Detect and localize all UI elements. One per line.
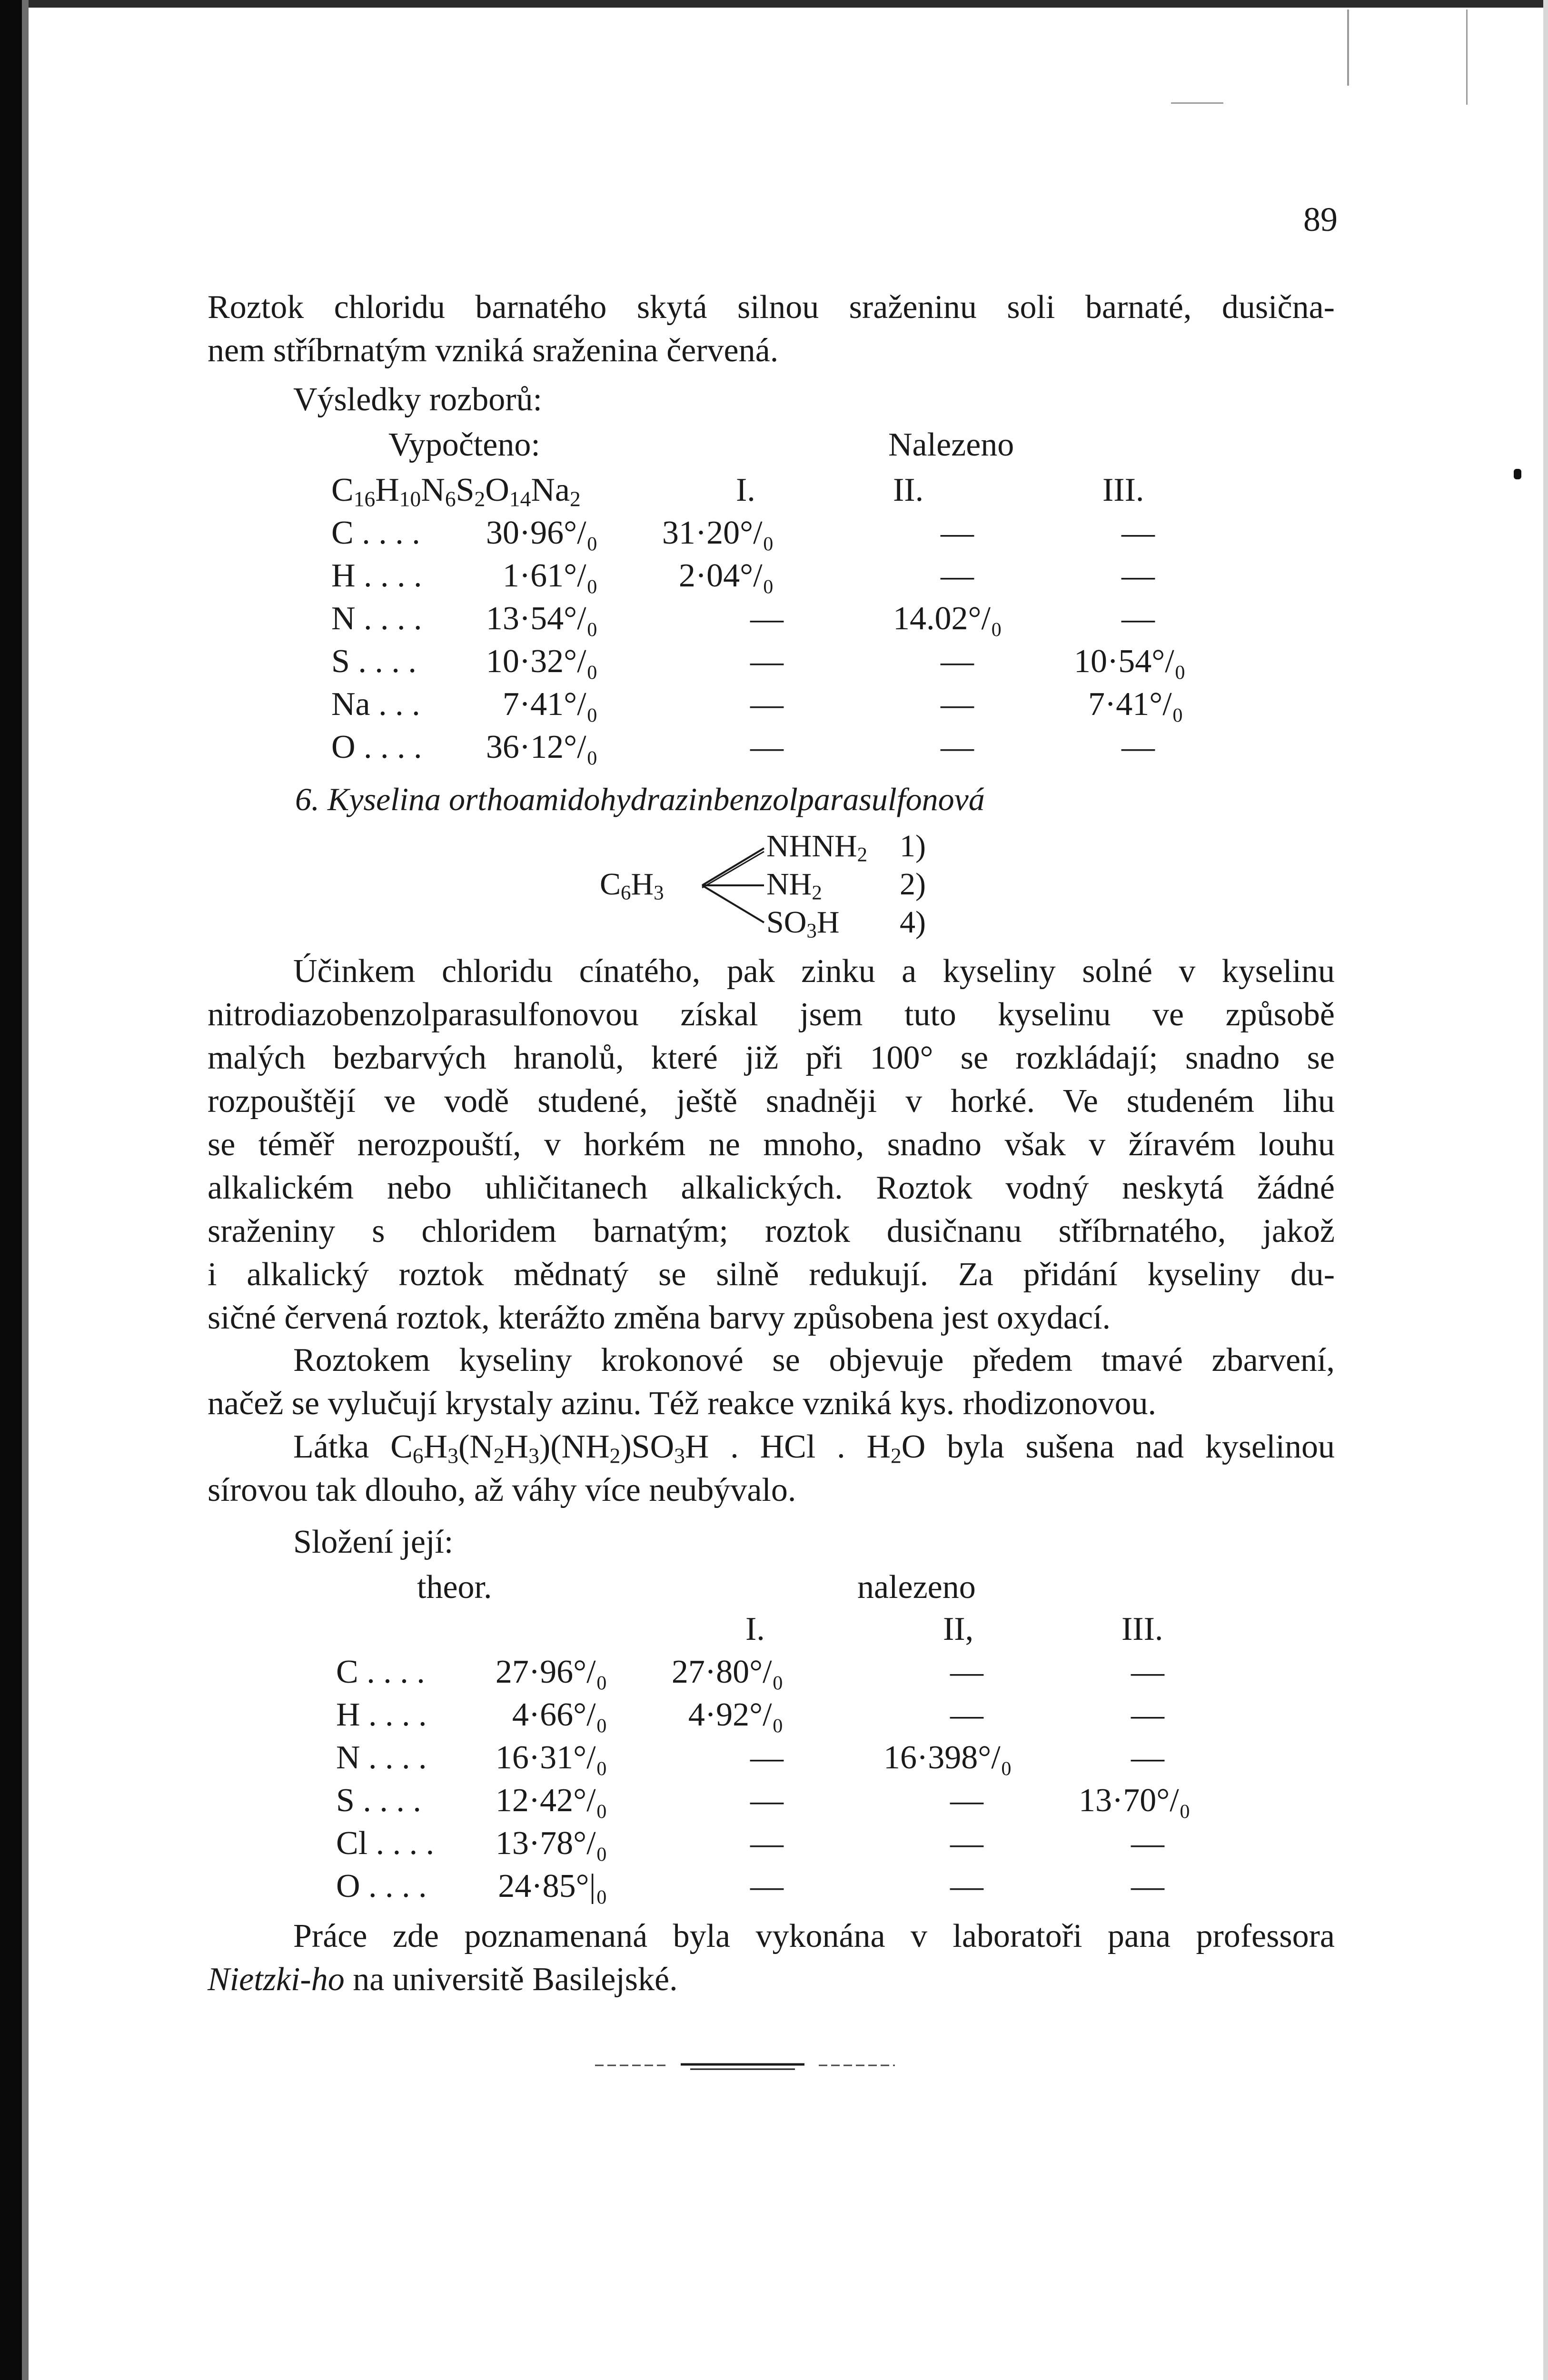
text-line: nitrodiazobenzolparasulfonovou získal jsem tuto kyselinu ve způsobě	[208, 996, 1335, 1033]
found-header: Nalezeno	[888, 426, 1014, 463]
position-label: 2)	[900, 867, 926, 902]
column-header-ii: II.	[893, 472, 924, 508]
molecular-formula: $C_{16}H_{10}N_6S_2O_{14}Na_2$	[331, 472, 581, 511]
table-row: C . . . . 27·96°/₀ 27·80°/₀ — —	[336, 1654, 1164, 1690]
results-label: Výsledky rozborů:	[293, 381, 542, 418]
table-row: N . . . . 13·54°/₀ — 14.02°/₀ —	[331, 600, 1155, 637]
scan-left-shadow	[22, 0, 29, 2380]
page-number: 89	[1303, 200, 1338, 238]
substance-paragraph	[208, 1425, 1335, 1512]
column-header-i: I.	[736, 472, 755, 508]
group-hydrazine: $NHNH_2$	[766, 829, 868, 866]
text-line: alkalickém nebo uhličitanech alkalických. Roztok vodný neskytá žádné	[208, 1170, 1335, 1206]
column-header-iii: III.	[1102, 472, 1144, 508]
structural-formula	[600, 828, 962, 942]
calc-header: Vypočteno:	[388, 426, 540, 463]
table-row: S . . . . 10·32°/₀ — — 10·54°/₀	[331, 643, 1186, 680]
text-line: sičné červená roztok, kterážto změna barvy způsobena jest oxydací.	[208, 1299, 1111, 1336]
text-line: rozpouštějí ve vodě studené, ještě snadněji v horké. Ve studeném lihu	[208, 1083, 1335, 1120]
text-line: malých bezbarvých hranolů, které již při 100° se rozkládají; snadno se	[208, 1040, 1335, 1076]
scan-mark	[1466, 10, 1468, 105]
text-line: nem stříbrnatým vzniká sraženina červená.	[208, 332, 779, 369]
composition-label: Složení její:	[293, 1524, 454, 1560]
professor-name: Nietzki-ho	[208, 1961, 345, 1998]
table-row: H . . . . 1·61°/₀ 2·04°/₀ — —	[331, 557, 1155, 594]
table-row: C . . . . 30·96°/₀ 31·20°/₀ — —	[331, 515, 1155, 551]
closing-paragraph	[208, 1914, 1335, 2001]
croconic-paragraph	[208, 1339, 1335, 1425]
column-header-ii: II,	[943, 1611, 974, 1647]
text-line: sraženiny s chloridem barnatým; roztok dusičnanu stříbrnatého, jakož	[208, 1213, 1335, 1250]
text-line: Roztokem kyseliny krokonové se objevuje předem tmavé zbarvení,	[293, 1342, 1335, 1378]
position-label: 4)	[900, 905, 926, 940]
table-row: N . . . . 16·31°/₀ — 16·398°/₀ —	[336, 1739, 1164, 1776]
text-line: se téměř nerozpouští, v horkém ne mnoho, snadno však v žíravém louhu	[208, 1126, 1335, 1163]
scan-dot	[1514, 469, 1521, 479]
found-header: nalezeno	[857, 1569, 976, 1606]
text-line: načež se vylučují krystaly azinu. Též reakce vzniká kys. rhodizonovou.	[208, 1385, 1156, 1422]
text-line-signature: Nietzki-ho na universitě Basilejské.	[208, 1961, 678, 1998]
table-row: S . . . . 12·42°/₀ — — 13·70°/₀	[336, 1782, 1191, 1819]
body-paragraph	[208, 950, 1335, 1339]
text-line: Práce zde poznamenaná byla vykonána v laboratoři pana professora	[293, 1918, 1335, 1954]
section-heading: 6. Kyselina orthoamidohydrazinbenzolparasulfonová	[295, 781, 985, 817]
scan-mark	[1347, 10, 1349, 86]
scan-mark	[1171, 102, 1223, 104]
table-row: O . . . . 24·85°|₀ — — —	[336, 1868, 1164, 1904]
scan-right-edge	[1543, 0, 1548, 2380]
column-header-i: I.	[745, 1611, 765, 1647]
scan-top-edge	[0, 0, 1548, 8]
table-row: Cl . . . . 13·78°/₀ — — —	[336, 1825, 1164, 1862]
column-header-iii: III.	[1121, 1611, 1163, 1647]
text-line: Roztok chloridu barnatého skytá silnou sraženinu soli barnaté, dusična-	[208, 289, 1335, 326]
table-row: O . . . . 36·12°/₀ — — —	[331, 729, 1155, 765]
calc-header: theor.	[417, 1569, 492, 1606]
group-sulfo: $SO_3H$	[766, 905, 840, 942]
ornament-rule	[595, 2059, 895, 2078]
scan-left-edge	[0, 0, 22, 2380]
table-row: H . . . . 4·66°/₀ 4·92°/₀ — —	[336, 1696, 1164, 1733]
analysis-table-2	[208, 1568, 1207, 1921]
analysis-table-1	[208, 426, 1207, 778]
group-amino: $NH_2$	[766, 867, 822, 904]
text-line: sírovou tak dlouho, až váhy více neubývalo.	[208, 1472, 796, 1508]
benzene-core: $C_6H_3$	[600, 867, 664, 904]
text-line: i alkalický roztok mědnatý se silně redukují. Za přidání kyseliny du-	[208, 1256, 1335, 1293]
intro-paragraph	[208, 286, 1335, 372]
substance-formula-line: Látka $C_6H_3(N_2H_3)(NH_2)SO_3H$ . HCl . $H_2O$ byla sušena nad kyselinou	[293, 1428, 1335, 1468]
table-row: Na . . . 7·41°/₀ — — 7·41°/₀	[331, 686, 1184, 723]
text-line: Účinkem chloridu cínatého, pak zinku a kyseliny solné v kyselinu	[293, 953, 1335, 990]
position-label: 1)	[900, 829, 926, 863]
